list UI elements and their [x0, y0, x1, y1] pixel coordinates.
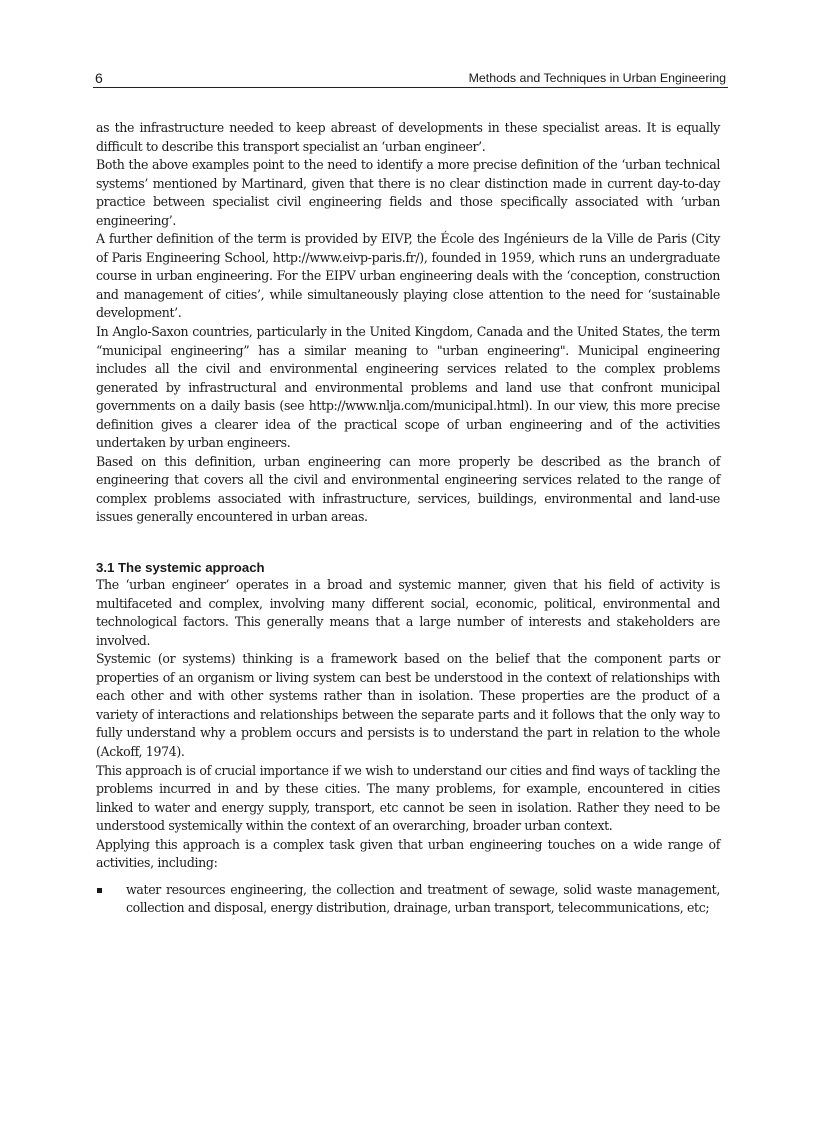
paragraph: Systemic (or systems) thinking is a framework based on the belief that the component parts or properties of an organism or living system can best be understood in the context of relationships with each other and with other systems rather than in isolation. These properties are the product of a variety of interactions and relationships between the separate parts and it follows that the only way to fully understand why a problem occurs and persists is to understand the part in relation to the whole (Ackoff, 1974).: [96, 651, 720, 759]
paragraph: Applying this approach is a complex task given that urban engineering touches on a wide range of activities, including:: [96, 836, 720, 871]
body-text: [96, 119, 720, 918]
book-title: Methods and Techniques in Urban Engineering: [468, 71, 726, 85]
paragraph: In Anglo-Saxon countries, particularly in the United Kingdom, Canada and the United States, the term “municipal engineering” has a similar meaning to "urban engineering". Municipal engineering includes all the civil and environmental engineering services related to the complex problems generated by infrastructural and environmental problems and land use that confront municipal governments on a daily basis (see http://www.nlja.com/municipal.html). In our view, this more precise definition gives a clearer idea of the practical scope of urban engineering and of the activities undertaken by urban engineers.: [96, 324, 720, 451]
paragraph: Both the above examples point to the need to identify a more precise definition of the ‘urban technical systems’ mentioned by Martinard, given that there is no clear distinction made in current day-to-day practice between specialist civil engineering fields and those specifically associated with ‘urban engineering’.: [96, 157, 720, 228]
bullet-list: [96, 881, 720, 918]
square-bullet-icon: [97, 888, 102, 893]
page-number: 6: [95, 70, 103, 86]
paragraph: Based on this definition, urban engineering can more properly be described as the branch of engineering that covers all the civil and environmental engineering services related to the range of complex problems associated with infrastructure, services, buildings, environmental and land-use issues generally encountered in urban areas.: [96, 453, 720, 525]
paragraph: This approach is of crucial importance if we wish to understand our cities and find ways of tackling the problems incurred in and by these cities. The many problems, for example, encountered in cities linked to water and energy supply, transport, etc cannot be seen in isolation. Rather they need to be understood systemically within the context of an overarching, broader urban context.: [96, 762, 720, 834]
paragraph: A further definition of the term is provided by EIVP, the École des Ingénieurs de la Ville de Paris (City of Paris Engineering School, http://www.eivp-paris.fr/), founded in 1959, which runs an undergraduate course in urban engineering. For the EIPV urban engineering deals with the ‘conception, construction and management of cities’, while simultaneously playing close attention to the need for ‘sustainable development’.: [96, 231, 720, 321]
bullet-text: water resources engineering, the collection and treatment of sewage, solid waste management, collection and disposal, energy distribution, drainage, urban transport, telecommunications, etc;: [126, 881, 720, 916]
bullet-item: [96, 881, 720, 918]
running-header: [93, 69, 728, 88]
section-heading: 3.1 The systemic approach: [96, 560, 265, 576]
paragraph: as the infrastructure needed to keep abreast of developments in these specialist areas. It is equally difficult to describe this transport specialist an ‘urban engineer’.: [96, 120, 720, 154]
paragraph: The ‘urban engineer’ operates in a broad and systemic manner, given that his field of activity is multifaceted and complex, involving many different social, economic, political, environmental and technological factors. This generally means that a large number of interests and stakeholders are involved.: [96, 577, 720, 648]
